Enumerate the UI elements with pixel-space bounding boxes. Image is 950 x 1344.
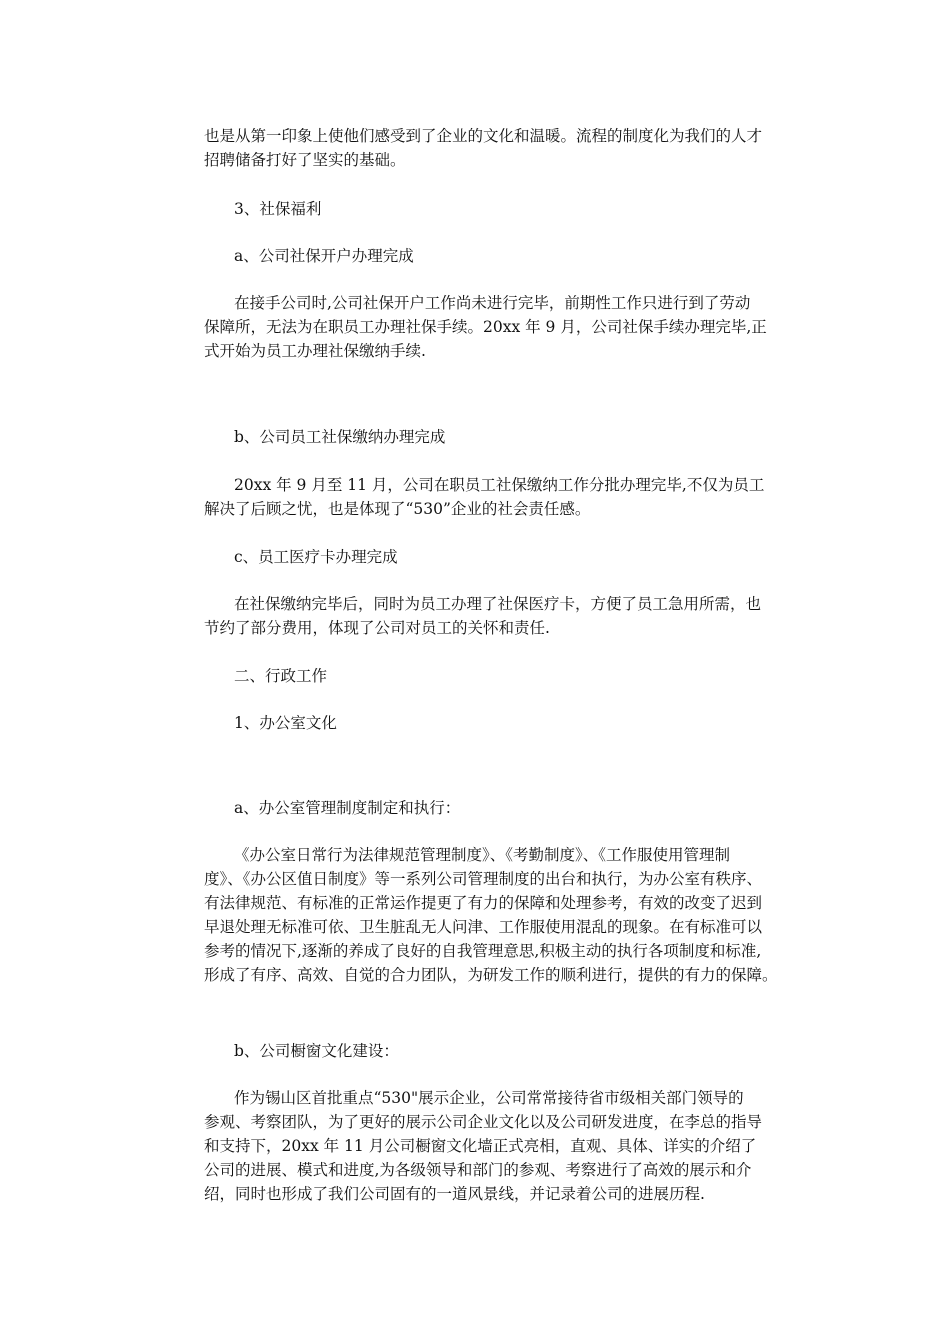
text-line: 招聘储备打好了坚实的基础。 <box>204 151 406 169</box>
text-line: 公司的进展、模式和进度,为各级领导和部门的参观、考察进行了高效的展示和介 <box>204 1161 752 1179</box>
text-line: 式开始为员工办理社保缴纳手续. <box>204 342 426 360</box>
text-line: 有法律规范、有标准的正常运作提更了有力的保障和处理参考，有效的改变了迟到 <box>204 894 763 912</box>
subsection-heading <box>204 244 854 268</box>
text-line: 20xx 年 9 月至 11 月，公司在职员工社保缴纳工作分批办理完毕,不仅为员工 <box>234 476 765 494</box>
text-line: 形成了有序、高效、自觉的合力团队，为研发工作的顺利进行，提供的有力的保障。 <box>204 966 778 984</box>
text-line: 在社保缴纳完毕后，同时为员工办理了社保医疗卡，方便了员工急用所需，也 <box>234 595 762 613</box>
heading-text: a、办公室管理制度制定和执行： <box>234 799 461 817</box>
subsection-heading <box>204 425 854 449</box>
subsection-heading <box>204 1039 854 1063</box>
heading-text: 1、办公室文化 <box>234 714 337 732</box>
paragraph <box>204 843 824 987</box>
text-line: 早退处理无标准可依、卫生脏乱无人问津、工作服使用混乱的现象。在有标准可以 <box>204 918 763 936</box>
text-line: 参考的情况下,逐渐的养成了良好的自我管理意思,积极主动的执行各项制度和标准, <box>204 942 762 960</box>
heading-text: a、公司社保开户办理完成 <box>234 247 414 265</box>
heading-text: 二、行政工作 <box>234 667 328 685</box>
paragraph <box>204 124 824 172</box>
text-line: 保障所，无法为在职员工办理社保手续。20xx 年 9 月，公司社保手续办理完毕,正 <box>204 318 767 336</box>
paragraph <box>204 291 824 363</box>
section-heading <box>204 197 854 221</box>
section-heading <box>204 664 854 688</box>
text-line: 也是从第一印象上使他们感受到了企业的文化和温暖。流程的制度化为我们的人才 <box>204 127 763 145</box>
paragraph <box>204 473 824 521</box>
paragraph <box>204 1086 824 1206</box>
text-line: 在接手公司时,公司社保开户工作尚未进行完毕，前期性工作只进行到了劳动 <box>234 294 751 312</box>
heading-text: c、员工医疗卡办理完成 <box>234 548 398 566</box>
text-line: 和支持下，20xx 年 11 月公司橱窗文化墙正式亮相，直观、具体、详实的介绍了 <box>204 1137 757 1155</box>
text-line: 度》、《办公区值日制度》等一系列公司管理制度的出台和执行，为办公室有秩序、 <box>204 870 763 888</box>
subsection-heading <box>204 545 854 569</box>
text-line: 《办公室日常行为法律规范管理制度》、《考勤制度》、《工作服使用管理制 <box>234 846 731 864</box>
heading-text: b、公司员工社保缴纳办理完成 <box>234 428 446 446</box>
subsection-heading <box>204 796 854 820</box>
text-line: 绍，同时也形成了我们公司固有的一道风景线，并记录着公司的进展历程. <box>204 1185 705 1203</box>
text-line: 节约了部分费用，体现了公司对员工的关怀和责任. <box>204 619 550 637</box>
heading-text: 3、社保福利 <box>234 200 322 218</box>
text-line: 作为锡山区首批重点“530"展示企业，公司常常接待省市级相关部门领导的 <box>234 1089 744 1107</box>
heading-text: b、公司橱窗文化建设： <box>234 1042 399 1060</box>
text-line: 参观、考察团队，为了更好的展示公司企业文化以及公司研发进度，在李总的指导 <box>204 1113 763 1131</box>
paragraph <box>204 592 824 640</box>
text-line: 解决了后顾之忧，也是体现了“530”企业的社会责任感。 <box>204 500 591 518</box>
section-heading <box>204 711 854 735</box>
